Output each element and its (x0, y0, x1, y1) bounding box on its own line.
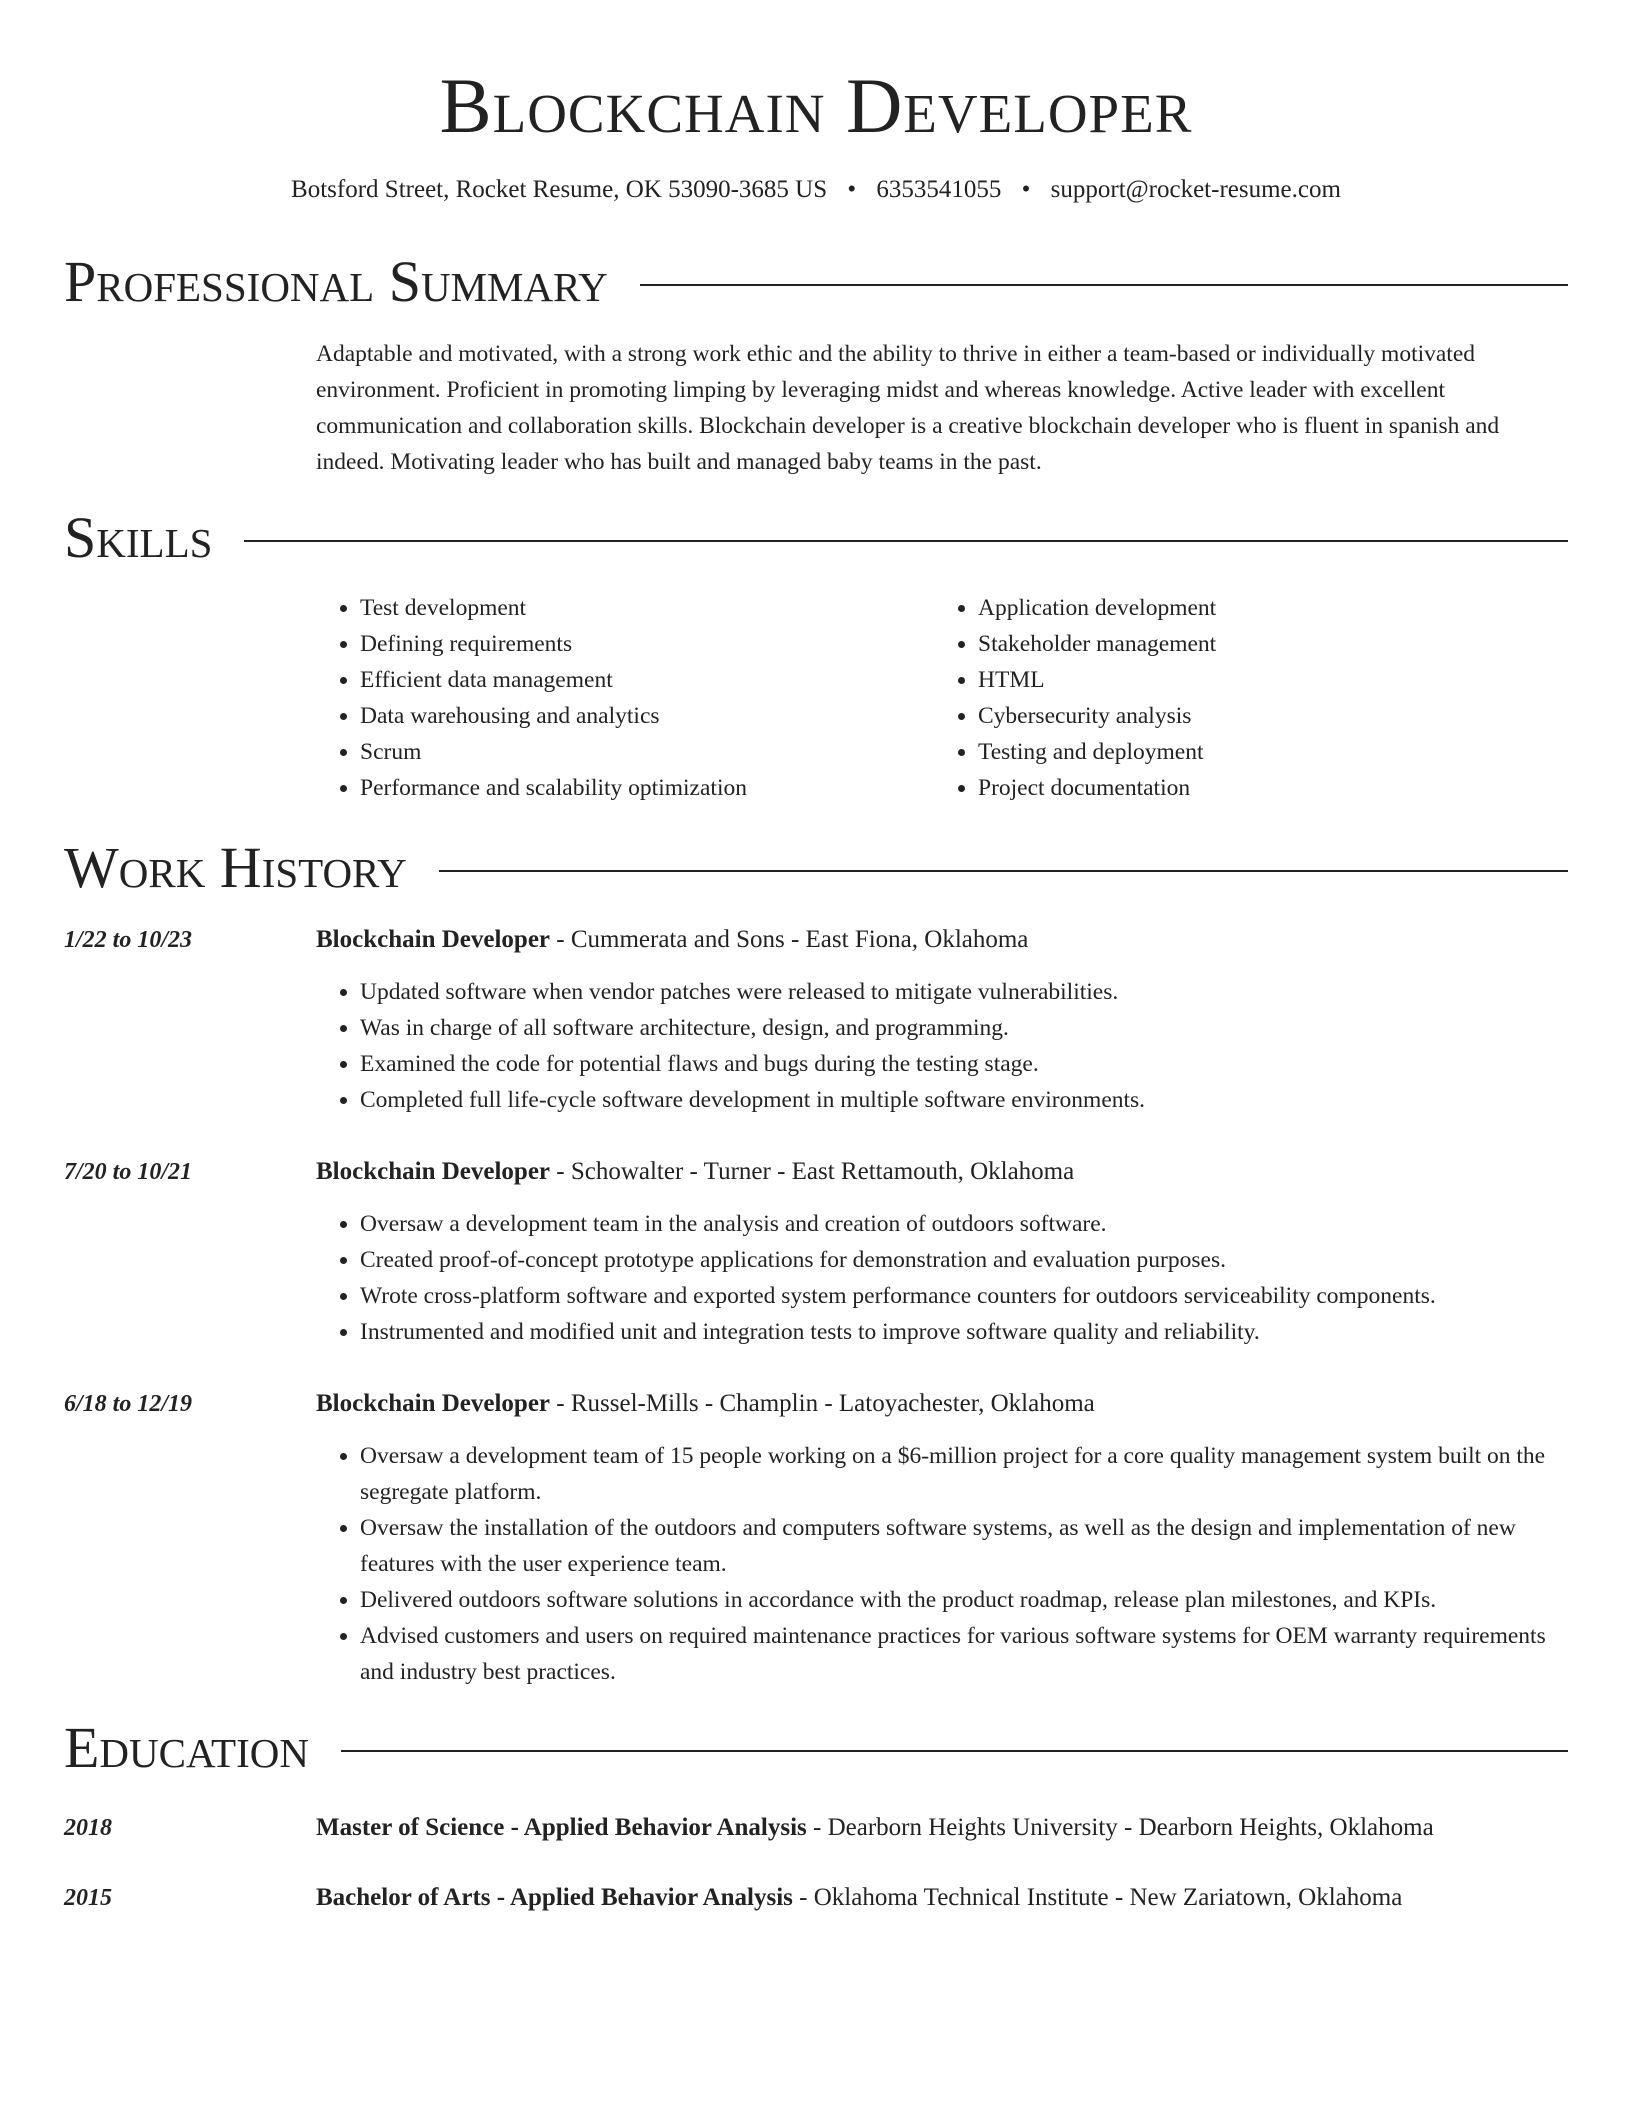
contact-separator: • (1021, 176, 1031, 203)
job-bullet: • Oversaw the installation of the outdoors and computers software systems, as well as the design and implementation of new features with the user experience team. (360, 1510, 1568, 1582)
job-dates: 1/22 to 10/23 (64, 927, 193, 953)
education-degree: Bachelor of Arts - Applied Behavior Analysis (316, 1884, 793, 1911)
section-divider (341, 1750, 1568, 1752)
skills-list (316, 590, 1568, 806)
job-bullet: • Examined the code for potential flaws and bugs during the testing stage. (360, 1046, 1568, 1082)
job-role: Blockchain Developer (316, 1390, 551, 1417)
skill-item: • Efficient data management (360, 662, 934, 698)
education-degree: Master of Science - Applied Behavior Analysis (316, 1814, 807, 1841)
job-bullet: • Oversaw a development team of 15 people working on a $6-million project for a core quality management system built on the segregate platform. (360, 1438, 1568, 1510)
section-divider (640, 284, 1568, 286)
education-school: - Oklahoma Technical Institute - New Zariatown, Oklahoma (792, 1884, 1403, 1911)
job-company: - Russel-Mills - Champlin - Latoyachester, Oklahoma (550, 1390, 1095, 1417)
skill-item: • Data warehousing and analytics (360, 698, 934, 734)
job-bullet: • Wrote cross-platform software and exported system performance counters for outdoors serviceability components. (360, 1278, 1568, 1314)
contact-separator: • (847, 176, 857, 203)
job-bullet: • Delivered outdoors software solutions in accordance with the product roadmap, release plan milestones, and KPIs. (360, 1582, 1568, 1618)
job-title (316, 922, 1568, 958)
job-dates: 7/20 to 10/21 (64, 1159, 193, 1185)
contact-phone: 6353541055 (876, 176, 1002, 203)
job-body (316, 922, 1568, 1118)
job-role: Blockchain Developer (316, 1158, 551, 1185)
job-bullet: • Advised customers and users on required maintenance practices for various software systems for OEM warranty requirements and industry best practices. (360, 1618, 1568, 1690)
job-bullet: • Created proof-of-concept prototype applications for demonstration and evaluation purposes. (360, 1242, 1568, 1278)
summary-section-title: Professional Summary (64, 249, 608, 314)
skill-item: • Stakeholder management (978, 626, 1552, 662)
work-section-title: Work History (64, 835, 407, 900)
work-section-header (64, 836, 1568, 900)
job-entry (64, 1154, 1568, 1350)
job-title (316, 1154, 1568, 1190)
skills-section-title: Skills (64, 505, 213, 570)
job-bullets (316, 1206, 1568, 1350)
job-bullets (316, 1438, 1568, 1690)
education-year: 2015 (64, 1885, 112, 1911)
skills-column-right (934, 590, 1552, 806)
summary-section-header (64, 250, 1568, 314)
job-bullet: • Completed full life-cycle software development in multiple software environments. (360, 1082, 1568, 1118)
skill-item: • Cybersecurity analysis (978, 698, 1552, 734)
skill-item: • Test development (360, 590, 934, 626)
skill-item: • Scrum (360, 734, 934, 770)
education-school: - Dearborn Heights University - Dearborn Heights, Oklahoma (806, 1814, 1434, 1841)
contact-email: support@rocket-resume.com (1050, 176, 1341, 203)
contact-line (64, 174, 1568, 206)
job-bullet: • Updated software when vendor patches were released to mitigate vulnerabilities. (360, 974, 1568, 1010)
job-bullet: • Instrumented and modified unit and integration tests to improve software quality and reliability. (360, 1314, 1568, 1350)
skill-item: • Application development (978, 590, 1552, 626)
skills-section-header (64, 506, 1568, 570)
skill-item: • Performance and scalability optimization (360, 770, 934, 806)
section-divider (439, 870, 1568, 872)
job-role: Blockchain Developer (316, 926, 551, 953)
skills-column-left (316, 590, 934, 806)
job-entry (64, 1386, 1568, 1690)
job-title (316, 1386, 1568, 1422)
skill-item: • HTML (978, 662, 1552, 698)
resume-page (64, 0, 1568, 1916)
job-bullet: • Oversaw a development team in the analysis and creation of outdoors software. (360, 1206, 1568, 1242)
contact-address: Botsford Street, Rocket Resume, OK 53090-3685 US (291, 176, 828, 203)
job-body (316, 1154, 1568, 1350)
job-company: - Cummerata and Sons - East Fiona, Oklahoma (550, 926, 1029, 953)
skill-item: • Project documentation (978, 770, 1552, 806)
section-divider (244, 540, 1568, 542)
summary-text: Adaptable and motivated, with a strong work ethic and the ability to thrive in either a team-based or individually motivated environment. Proficient in promoting limping by leveraging midst and whereas knowledge. Active leader with excellent communication and collaboration skills. Blockchain developer is a creative blockchain developer who is fluent in spanish and indeed. Motivating leader who has built and managed baby teams in the past. (316, 341, 1500, 475)
skill-item: • Testing and deployment (978, 734, 1552, 770)
job-dates: 6/18 to 12/19 (64, 1391, 193, 1417)
job-bullets (316, 974, 1568, 1118)
education-title (316, 1810, 1434, 1846)
education-entry (64, 1810, 1568, 1846)
job-entry (64, 922, 1568, 1118)
job-company: - Schowalter - Turner - East Rettamouth, Oklahoma (550, 1158, 1075, 1185)
candidate-name: Blockchain Developer (439, 62, 1193, 149)
skill-item: • Defining requirements (360, 626, 934, 662)
job-bullet: • Was in charge of all software architecture, design, and programming. (360, 1010, 1568, 1046)
education-year: 2018 (64, 1815, 112, 1841)
job-body (316, 1386, 1568, 1690)
education-entry (64, 1880, 1568, 1916)
education-title (316, 1880, 1402, 1916)
education-section-title: Education (64, 1715, 309, 1780)
education-section-header (64, 1716, 1568, 1780)
